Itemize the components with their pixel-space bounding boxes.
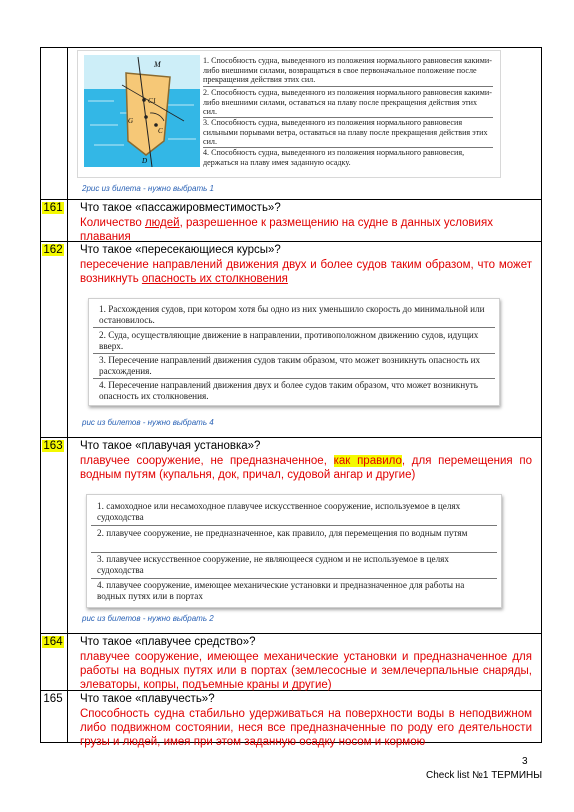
- column-divider: [67, 48, 68, 742]
- figure-label-c1: C1: [148, 97, 157, 105]
- ship-stability-figure: [84, 55, 200, 167]
- row-number-highlight: 161: [43, 202, 63, 214]
- option-2: 2. Суда, осуществляющие движение в направлении, противоположном движению судов, идущих вверх.: [99, 330, 479, 351]
- row-number-164: [40, 635, 66, 649]
- answer-164: плавучее сооружение, имеющее механические установки и предназначенное для работы на водных путях или в портах (землесосные и землечерпальные снаряды, элеваторы, копры, подъемные краны и другие): [80, 651, 532, 691]
- option-1: 1. самоходное или несамоходное плавучее искусственное сооружение, используемое в целях судоходства: [97, 501, 461, 522]
- footer-title: Check list №1 ТЕРМИНЫ: [426, 770, 543, 781]
- ticket-card-163: [86, 494, 502, 608]
- question-164: Что такое «плавучее средство»?: [80, 636, 256, 648]
- row-number-highlight: 163: [43, 440, 63, 452]
- option-3: 3. плавучее искусственное сооружение, не являющееся судном и не используемое в целях судоходства: [97, 554, 449, 575]
- figure-label-c: C: [158, 127, 163, 135]
- option-4: 4. Пересечение направлений движения двух и более судов таким образом, что может возникнуть опасность их столкновения.: [99, 380, 478, 401]
- option-2: 2. плавучее сооружение, не предназначенное, как правило, для перемещения по водным путям: [97, 528, 468, 538]
- question-161: Что такое «пассажировместимость»?: [80, 202, 281, 214]
- row-divider: [41, 199, 541, 200]
- option-divider: [93, 327, 495, 328]
- figure-label-g: G: [128, 117, 134, 125]
- row-divider: [41, 633, 541, 634]
- option-3: 3. Способность судна, выведенного из положения нормального равновесия сильными порывами ветра, оставаться на плаву после прекращения действия этих сил.: [203, 118, 488, 147]
- figure-label-m: М: [154, 60, 161, 69]
- caption-163: рис из билетов - нужно выбрать 2: [82, 614, 214, 623]
- figure-label-d: D: [142, 157, 148, 165]
- row-number-161: [40, 201, 66, 215]
- row-number-165: 165: [43, 693, 63, 705]
- option-4: 4. Способность судна, выведенного из положения нормального равновесия, держаться на плаву имея заданную осадку.: [203, 148, 465, 167]
- option-4: 4. плавучее сооружение, имеющее механические установки и предназначенное для работы на водных путях или в портах: [97, 580, 465, 601]
- row-number-162: [40, 243, 66, 257]
- row-divider: [41, 437, 541, 438]
- option-1: 1. Способность судна, выведенного из положения нормального равновесия какими-либо внешними силами, возвращаться в свое первоначальное положение после прекращения действия этих сил.: [203, 56, 492, 85]
- option-divider: [91, 552, 497, 553]
- answer-163: плавучее сооружение, не предназначенное, как правило, для перемещения по водным путям (купальня, док, причал, судовой ангар и другие): [80, 455, 532, 481]
- option-divider: [93, 378, 495, 379]
- answer-162: пересечение направлений движения двух и более судов таким образом, что может возникнуть опасность их столкновения: [80, 259, 532, 285]
- row-number-163: [40, 439, 66, 453]
- answer-162-underlined: опасность их столкновения: [141, 273, 288, 285]
- option-divider: [93, 353, 495, 354]
- option-2: 2. Способность судна, выведенного из положения нормального равновесия какими-либо внешними силами, оставаться на плаву после прекращения действия этих сил.: [203, 88, 492, 117]
- option-divider: [203, 86, 493, 87]
- option-3: 3. Пересечение направлений движения судов таким образом, что может возникнуть опасность их расхождения.: [99, 355, 481, 376]
- answer-161-underlined: людей: [144, 217, 180, 229]
- question-162: Что такое «пересекающиеся курсы»?: [80, 244, 281, 256]
- question-163: Что такое «плавучая установка»?: [80, 440, 261, 452]
- ticket-card-stability: [77, 50, 501, 178]
- caption-block1: 2рис из билета - нужно выбрать 1: [82, 184, 214, 193]
- caption-162: рис из билетов - нужно выбрать 4: [82, 418, 214, 427]
- answer-161: Количество людей, разрешенное к размещению на судне в данных условиях плавания: [80, 217, 493, 243]
- answer-165: Способность судна стабильно удерживаться на поверхности воды в неподвижном либо подвижном состоянии, неся все предназначенные по роду его деятельности грузы и людей, имея при этом заданную осадку носом и кормою: [80, 708, 532, 748]
- option-divider: [91, 578, 497, 579]
- answer-163-highlight: как правило: [333, 455, 402, 467]
- row-number-highlight: 162: [43, 244, 63, 256]
- ticket-card-162: [88, 298, 500, 406]
- row-number-highlight: 164: [43, 636, 63, 648]
- option-divider: [91, 525, 497, 526]
- page-number: 3: [522, 756, 528, 767]
- question-165: Что такое «плавучесть»?: [80, 693, 215, 705]
- option-1: 1. Расхождения судов, при котором хотя бы одно из них уменьшило скорость до минимальной или остановилось.: [99, 304, 485, 325]
